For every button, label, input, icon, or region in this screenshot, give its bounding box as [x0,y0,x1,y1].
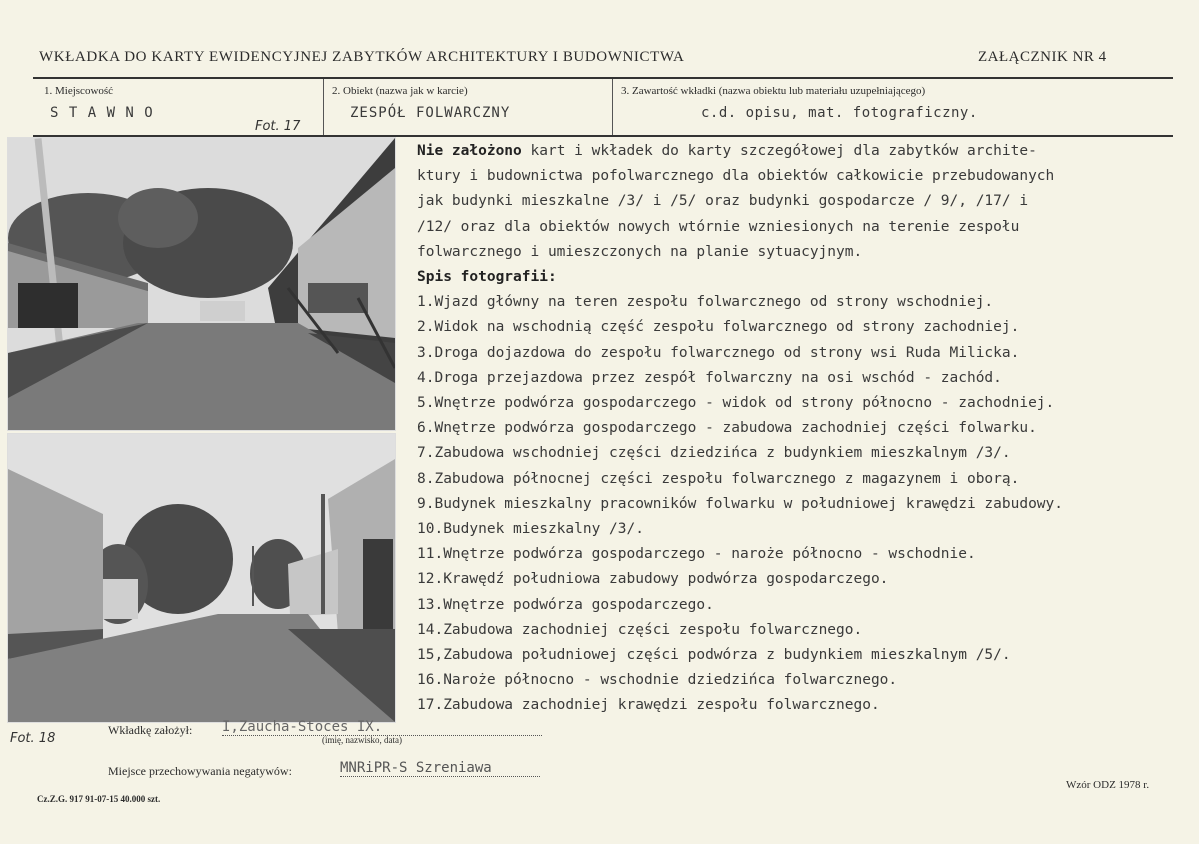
place-value: S T A W N O [50,105,154,121]
model-info: Wzór ODZ 1978 r. [1066,779,1150,791]
list-item: 7.Zabudowa wschodniej części dziedzińca z budynkiem mieszkalnym /3/. [417,445,1011,462]
list-item: 14.Zabudowa zachodniej części zespołu folwarcznego. [417,621,863,638]
intro-text [417,139,1177,719]
list-item: 16.Naroże północno - wschodnie dziedzińca folwarcznego. [417,672,898,689]
list-item: 10.Budynek mieszkalny /3/. [417,521,644,538]
photo-17-caption: Fot. 17 [255,119,301,134]
content-label: 3. Zawartość wkładki (nazwa obiektu lub materiału uzupełniającego) [621,85,926,97]
photo-18 [7,433,396,723]
intro-line: folwarcznego i umieszczonych na planie sytuacyjnym. [417,243,863,260]
list-item: 9.Budynek mieszkalny pracowników folwarku w południowej krawędzi zabudowy. [417,495,1064,512]
photo-18-caption: Fot. 18 [10,731,56,746]
intro-line: jak budynki mieszkalne /3/ i /5/ oraz budynki gospodarcze / 9/, /17/ i [417,193,1029,210]
list-item: 2.Widok na wschodnią część zespołu folwarcznego od strony zachodniej. [417,319,1020,336]
place-label: 1. Miejscowość [44,85,114,97]
list-item: 4.Droga przejazdowa przez zespół folwarczny na osi wschód - zachód. [417,369,1002,386]
list-item: 13.Wnętrze podwórza gospodarczego. [417,596,714,613]
print-info: Cz.Z.G. 917 91-07-15 40.000 szt. [37,794,161,804]
list-item: 8.Zabudowa północnej części zespołu folwarcznego z magazynem i oborą. [417,470,1020,487]
intro-line: ktury i budownictwa pofolwarcznego dla obiektów całkowicie przebudowanych [417,168,1055,185]
list-item: 15,Zabudowa południowej części podwórza z budynkiem mieszkalnym /5/. [417,647,1011,664]
author-value: I,Zaucha-Stoces IX. [222,719,542,736]
list-item: 3.Droga dojazdowa do zespołu folwarcznego od strony wsi Ruda Milicka. [417,344,1020,361]
storage-label: Miejsce przechowywania negatywów: [108,764,292,778]
list-item: 12.Krawędź południowa zabudowy podwórza gospodarczego. [417,571,889,588]
content-value: c.d. opisu, mat. fotograficzny. [701,105,978,121]
object-label: 2. Obiekt (nazwa jak w karcie) [332,85,468,97]
list-item: 1.Wjazd główny na teren zespołu folwarcznego od strony wschodniej. [417,294,994,311]
intro-bold: Nie założono [417,143,522,159]
intro-line: /12/ oraz dla obiektów nowych wtórnie wzniesionych na terenie zespołu [417,218,1020,235]
author-label: Wkładkę założył: [108,723,193,737]
storage-value: MNRiPR-S Szreniawa [340,760,540,777]
field-divider [323,79,324,135]
photo-17 [7,137,396,431]
intro-line: kart i wkładek do karty szczegółowej dla zabytków archite- [530,143,1037,159]
list-item: 6.Wnętrze podwórza gospodarczego - zabudowa zachodniej części folwarku. [417,420,1037,437]
list-item: 17.Zabudowa zachodniej krawędzi zespołu folwarcznego. [417,697,880,714]
photo-list-heading: Spis fotografii: [417,269,557,286]
list-item: 5.Wnętrze podwórza gospodarczego - widok od strony północno - zachodniej. [417,395,1055,412]
header-rule [33,77,1173,79]
annex-number: ZAŁĄCZNIK NR 4 [978,49,1107,65]
list-item: 11.Wnętrze podwórza gospodarczego - naroże północno - wschodnie. [417,546,976,563]
form-title: WKŁADKA DO KARTY EWIDENCYJNEJ ZABYTKÓW ARCHITEKTURY I BUDOWNICTWA [39,49,685,65]
object-value: ZESPÓŁ FOLWARCZNY [350,105,511,121]
field-divider [612,79,613,135]
author-hint: (imię, nazwisko, data) [322,735,402,745]
